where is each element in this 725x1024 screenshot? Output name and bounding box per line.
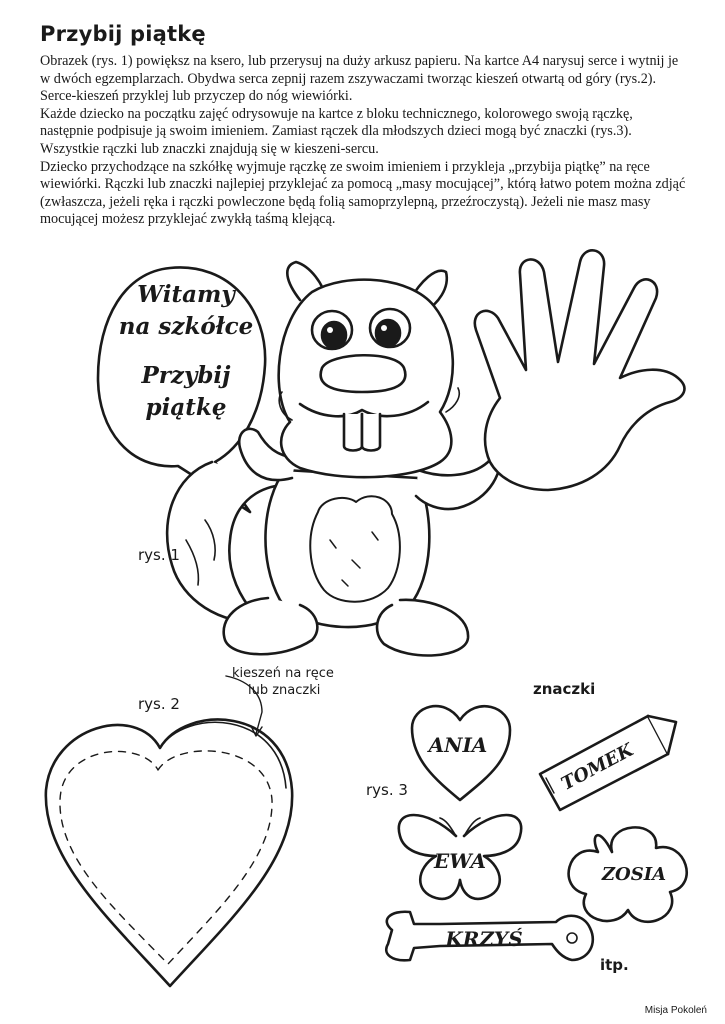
badge-name-heart: ANIA	[428, 733, 488, 757]
badge-name-pencil: TOMEK	[557, 739, 637, 795]
heart-icon	[46, 720, 292, 986]
fig-label-1: rys. 1	[138, 546, 180, 564]
page-title: Przybij piątkę	[40, 22, 206, 46]
pocket-label-line-1: kieszeń na ręce	[232, 666, 334, 681]
hand-icon	[475, 250, 685, 490]
fig-label-3: rys. 3	[366, 781, 408, 799]
badges-heading: znaczki	[533, 680, 596, 698]
bubble-line-4: piątkę	[145, 394, 227, 421]
paragraph: Obrazek (rys. 1) powiększ na ksero, lub przerysuj na duży arkusz papieru. Na kartce A4 narysuj serce i wytnij je w dwóch egzemplarzach. Obydwa serca zepnij razem zszywaczami tworząc kieszeń otwartą od góry (rys.2). Serce-kieszeń przyklej lub przyczep do nóg wiewiórki.	[40, 53, 679, 105]
footer-credit: Misja Pokoleń	[644, 1005, 707, 1016]
etc-label: itp.	[600, 956, 629, 974]
bubble-line-1: Witamy	[137, 281, 235, 308]
bubble-line-2: na szkółce	[118, 313, 254, 340]
fig-label-2: rys. 2	[138, 695, 180, 713]
badge-name-butterfly: EWA	[434, 849, 486, 873]
paragraph: Każde dziecko na początku zajęć odrysowuje na kartce z bloku technicznego, kolorowego swoją rączkę, następnie podpisuje ją swoim imieniem. Zamiast rączek dla młodszych dzieci mogą być znaczki (rys.3). Wszystkie rączki lub znaczki znajdują się w kieszeni-sercu.	[40, 105, 633, 157]
pocket-label-line-2: lub znaczki	[248, 683, 321, 698]
bubble-line-3: Przybij	[141, 362, 231, 389]
badge-name-flower: ZOSIA	[601, 864, 667, 885]
paragraph: Dziecko przychodzące na szkółkę wyjmuje rączkę ze swoim imieniem i przykleja „przybija piątkę” na ręce wiewiórki. Rączki lub znaczki najlepiej przyklejać za pomocą „masy mocującej”, którą łatwo potem można zdjąć (zwłaszcza, jeżeli ręka i rączki powleczone będą folią samoprzylepną, przeźroczystą). Jeżeli nie masz masy mocującej możesz przyklejać zwykłą taśmą klejącą.	[40, 158, 686, 228]
badge-name-wrench: KRZYŚ	[445, 927, 523, 951]
